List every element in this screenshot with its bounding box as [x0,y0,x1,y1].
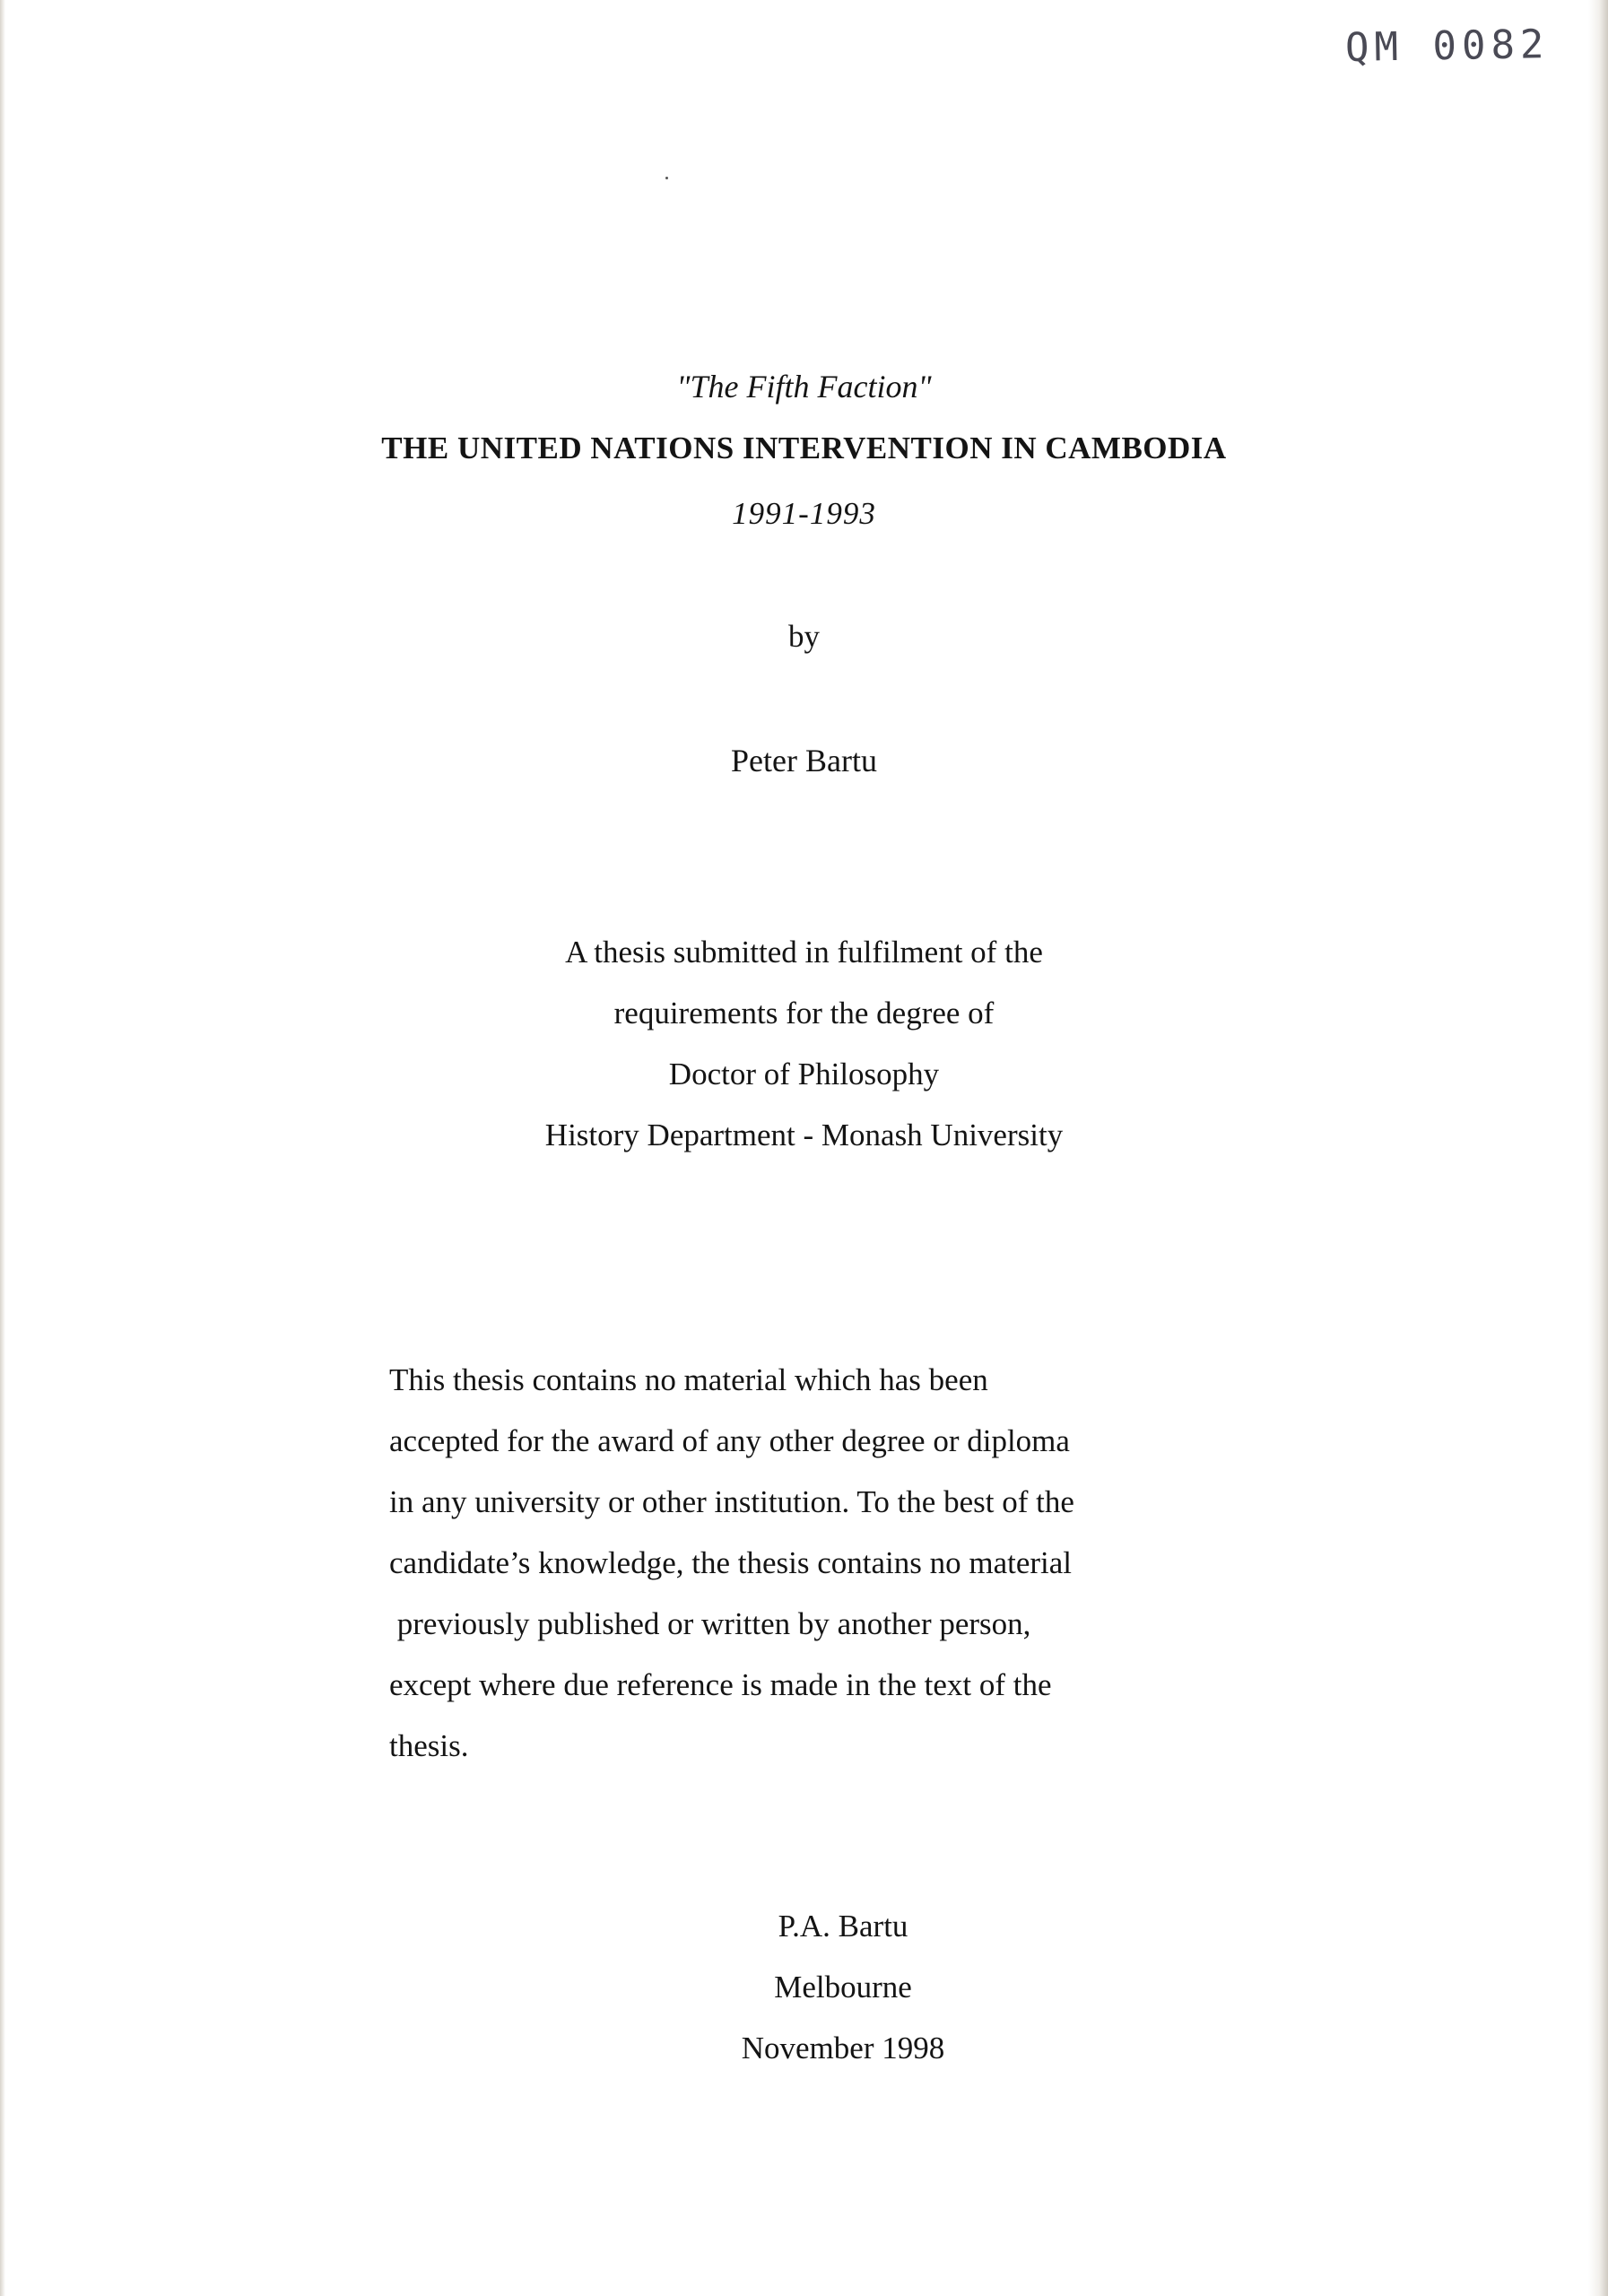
declaration-line: previously published or written by another person, [389,1606,1031,1641]
signature-block [700,1896,987,2079]
declaration-line: This thesis contains no material which has been [389,1362,988,1397]
years-text: 1991-1993 [732,496,876,531]
declaration-line: in any university or other institution. To the best of the [389,1484,1074,1519]
degree-line: History Department - Monash University [544,1118,1064,1152]
declaration-line: candidate’s knowledge, the thesis contains no material [389,1545,1073,1580]
degree-statement [0,922,1608,1166]
by-line [0,619,1608,655]
declaration-line: thesis. [389,1728,469,1763]
declaration-line: accepted for the award of any other degree or diploma [389,1423,1070,1458]
degree-line: Doctor of Philosophy [668,1057,940,1091]
author-text: Peter Bartu [731,743,877,778]
signature-date: November 1998 [741,2031,945,2066]
by-text: by [788,619,820,654]
degree-line: A thesis submitted in fulfilment of the [565,935,1043,970]
degree-line: requirements for the degree of [613,996,995,1031]
signature-place: Melbourne [774,1970,912,2005]
thesis-years [0,496,1608,532]
originality-declaration [389,1350,1196,1777]
declaration-line: except where due reference is made in the text of the [389,1667,1052,1702]
signature-name: P.A. Bartu [778,1909,908,1944]
scan-speck [665,177,668,179]
subtitle-text: "The Fifth Faction" [676,369,932,404]
title-text: THE UNITED NATIONS INTERVENTION IN CAMBODIA [381,430,1227,465]
thesis-subtitle [0,368,1608,405]
archive-mark: QM 0082 [1344,22,1550,71]
thesis-title [0,430,1608,466]
author-name [0,742,1608,779]
